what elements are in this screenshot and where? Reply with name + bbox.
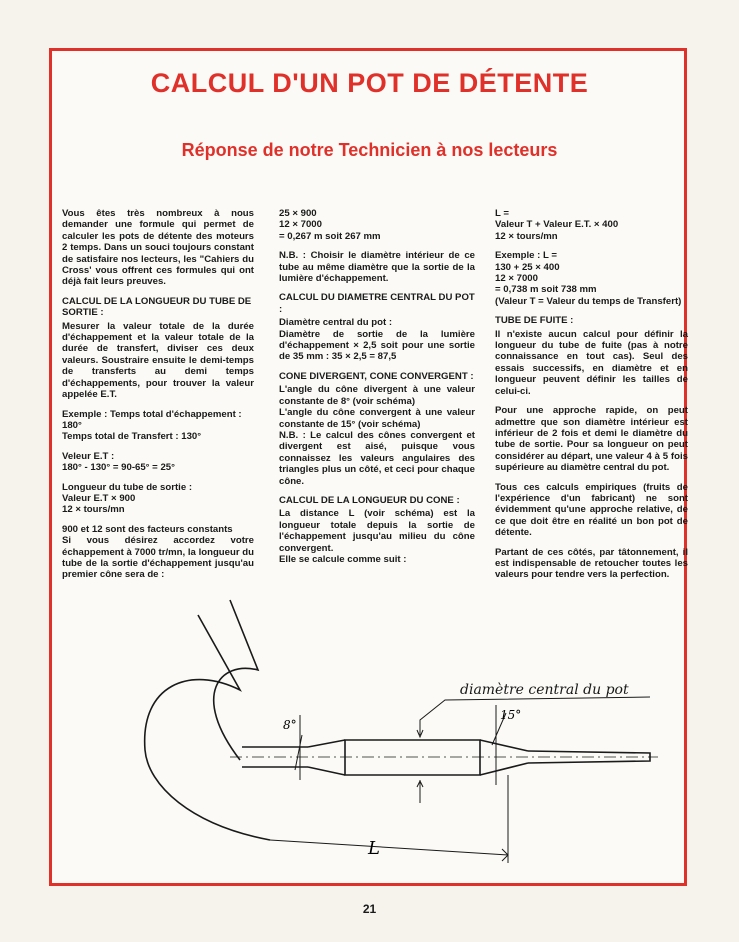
section-heading-longueur-cone: CALCUL DE LA LONGUEUR DU CONE : bbox=[279, 494, 460, 506]
article-subtitle: Réponse de notre Technicien à nos lecteurs bbox=[181, 140, 558, 160]
article-title: CALCUL D'UN POT DE DÉTENTE bbox=[150, 68, 589, 98]
label-diametre-central: diamètre central du pot bbox=[460, 682, 629, 698]
divergent-cone bbox=[308, 740, 345, 775]
section-heading-tube-fuite: TUBE DE FUITE : bbox=[495, 315, 574, 327]
nb-diameter: N.B. : Choisir le diamètre intérieur de ce tube au même diamètre que la sortie de la lumière d'échappement. bbox=[279, 250, 475, 285]
page-number: 21 bbox=[362, 902, 377, 916]
calc-result: 25 × 900 12 × 7000 = 0,267 m soit 267 mm bbox=[279, 208, 381, 242]
text-column-2 bbox=[279, 208, 475, 573]
formula-L: L = Valeur T + Valeur E.T. × 400 12 × tours/mn bbox=[495, 208, 619, 242]
arrow-head bbox=[417, 730, 508, 861]
paragraph-perfection: Partant de ces côtés, par tâtonnement, il est indispensable de retoucher toutes les valeurs pour tendre vers la perfection. bbox=[495, 546, 688, 581]
diameter-pointer bbox=[420, 697, 650, 803]
section-heading-diametre: CALCUL DU DIAMETRE CENTRAL DU POT : bbox=[279, 292, 475, 315]
length-dimension bbox=[270, 775, 508, 863]
label-angle-8: 8° bbox=[283, 718, 297, 732]
text-column-1 bbox=[62, 208, 254, 589]
paragraph-diametre: Diamètre central du pot : Diamètre de sortie de la lumière d'échappement × 2,5 soit pour une sortie de 35 mm : 35 × 2,5 = 87,5 bbox=[279, 317, 475, 363]
section-heading-cones: CONE DIVERGENT, CONE CONVERGENT : bbox=[279, 370, 474, 382]
paragraph-tube-fuite-2: Pour une approche rapide, on peut admettre que son diamètre intérieur est inférieur de 2 fois et demi le diamètre du tube de sortie. Pour sa longueur on peut considérer au départ, une valeur 4 à 5 fois supérieure au diamètre central du pot. bbox=[495, 405, 688, 474]
label-angle-15: 15° bbox=[500, 708, 522, 722]
central-body bbox=[345, 740, 480, 775]
paragraph-constants: 900 et 12 sont des facteurs constants Si vous désirez accordez votre échappement à 7000 tr/mn, la longueur du tube de la sortie d'échappement jusqu'au premier cône sera de : bbox=[62, 523, 254, 581]
text-column-3 bbox=[495, 208, 688, 589]
label-length-L: L bbox=[368, 838, 380, 859]
paragraph-longueur-cone: La distance L (voir schéma) est la longueur totale depuis la sortie de l'échappement jusqu'au milieu du cône convergent. Elle se calcule comme suit : bbox=[279, 508, 475, 565]
longueur-tube-formula: Longueur du tube de sortie : Valeur E.T × 900 12 × tours/mn bbox=[62, 481, 193, 516]
valeur-et: Veleur E.T : 180° - 130° = 90-65° = 25° bbox=[62, 450, 175, 474]
paragraph-tube-fuite-1: Il n'existe aucun calcul pour définir la longueur du tube de fuite (pas à notre connaissance en tout cas). Seul des essais successifs, en diamètre et en longueur peuvent définir les tailles de celui-ci. bbox=[495, 328, 688, 397]
example-temps: Exemple : Temps total d'échappement : 180° Temps total de Transfert : 130° bbox=[62, 408, 242, 443]
convergent-cone bbox=[480, 740, 528, 775]
section-heading-tube-sortie: CALCUL DE LA LONGUEUR DU TUBE DE SORTIE : bbox=[62, 295, 252, 319]
example-L: Exemple : L = 130 + 25 × 400 12 × 7000 = 0,738 m soit 738 mm (Valeur T = Valeur du temps de Transfert) bbox=[495, 250, 682, 307]
paragraph-cones: L'angle du cône divergent à une valeur constante de 8° (voir schéma) L'angle du cône convergent à une valeur constante de 15° (voir schéma) N.B. : Le calcul des cônes convergent et divergent est aisé, puisque vous connaissez les valeurs angulaires des triangles plus un côté, et ceci pour chaque cône. bbox=[279, 384, 475, 487]
paragraph-tube-sortie: Mesurer la valeur totale de la durée d'échappement et la valeur totale de la durée de transfert, diviser ces deux valeurs. Soustraire ensuite le demi-temps de transferts au demi temps d'échappements, pour trouver la valeur appelée E.T. bbox=[62, 320, 254, 401]
paragraph-empirique: Tous ces calculs empiriques (fruits de l'expérience d'un fabricant) ne sont évidemment qu'une approche relative, de ce que doit être en réalité un bon pot de détente. bbox=[495, 481, 688, 539]
pipe-bend-inner bbox=[214, 600, 258, 760]
pipe-bend-outer bbox=[145, 615, 270, 840]
expansion-chamber-diagram bbox=[130, 585, 660, 875]
intro-paragraph: Vous êtes très nombreux à nous demander une formule qui permet de calculer les pots de détente des moteurs 2 temps. Dans un souci toujours constant de satisfaire nos lecteurs, les "Cahiers du Cross' vous offrent ces formules qui ont déjà fait leurs preuves. bbox=[62, 208, 254, 288]
